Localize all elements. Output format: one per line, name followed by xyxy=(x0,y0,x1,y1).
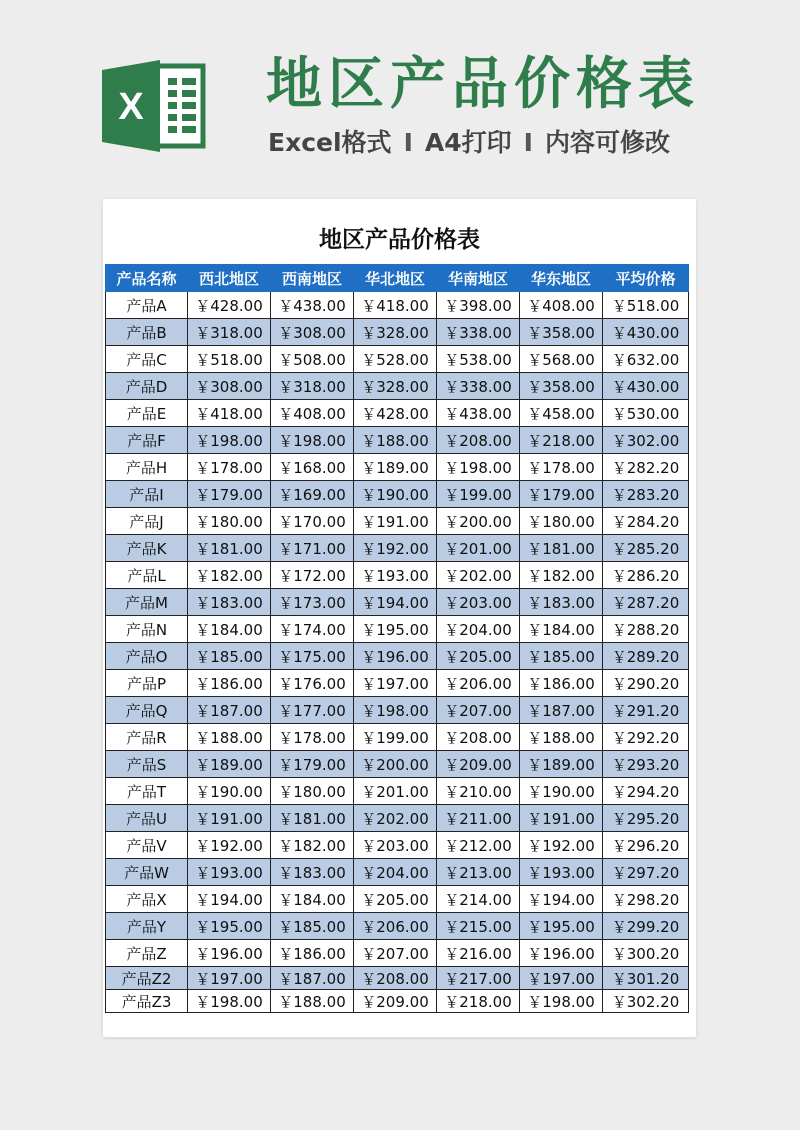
product-name-cell: 产品I xyxy=(106,481,188,508)
price-cell: ￥218.00 xyxy=(437,990,520,1013)
price-cell: ￥189.00 xyxy=(354,454,437,481)
price-cell: ￥215.00 xyxy=(437,913,520,940)
price-cell: ￥191.00 xyxy=(354,508,437,535)
price-cell: ￥328.00 xyxy=(354,319,437,346)
price-cell: ￥203.00 xyxy=(437,589,520,616)
table-row xyxy=(106,670,689,697)
table-row xyxy=(106,967,689,990)
price-cell: ￥198.00 xyxy=(271,427,354,454)
price-cell: ￥508.00 xyxy=(271,346,354,373)
price-cell: ￥182.00 xyxy=(520,562,603,589)
price-cell: ￥195.00 xyxy=(188,913,271,940)
subtitle-separator: I xyxy=(523,128,533,157)
column-header: 华南地区 xyxy=(437,265,520,292)
price-cell: ￥202.00 xyxy=(437,562,520,589)
price-cell: ￥178.00 xyxy=(520,454,603,481)
price-cell: ￥192.00 xyxy=(354,535,437,562)
table-row xyxy=(106,319,689,346)
price-cell: ￥418.00 xyxy=(188,400,271,427)
price-cell: ￥438.00 xyxy=(271,292,354,319)
product-name-cell: 产品U xyxy=(106,805,188,832)
price-cell: ￥190.00 xyxy=(520,778,603,805)
price-cell: ￥206.00 xyxy=(437,670,520,697)
price-cell: ￥530.00 xyxy=(603,400,689,427)
price-cell: ￥288.20 xyxy=(603,616,689,643)
price-cell: ￥208.00 xyxy=(437,724,520,751)
product-name-cell: 产品X xyxy=(106,886,188,913)
price-cell: ￥632.00 xyxy=(603,346,689,373)
price-cell: ￥282.20 xyxy=(603,454,689,481)
product-name-cell: 产品Z2 xyxy=(106,967,188,990)
price-cell: ￥186.00 xyxy=(520,670,603,697)
price-cell: ￥210.00 xyxy=(437,778,520,805)
price-cell: ￥180.00 xyxy=(271,778,354,805)
price-cell: ￥172.00 xyxy=(271,562,354,589)
price-cell: ￥318.00 xyxy=(188,319,271,346)
price-cell: ￥290.20 xyxy=(603,670,689,697)
price-cell: ￥189.00 xyxy=(520,751,603,778)
price-cell: ￥199.00 xyxy=(437,481,520,508)
price-cell: ￥338.00 xyxy=(437,319,520,346)
table-row xyxy=(106,805,689,832)
product-name-cell: 产品E xyxy=(106,400,188,427)
price-cell: ￥169.00 xyxy=(271,481,354,508)
price-cell: ￥178.00 xyxy=(188,454,271,481)
price-cell: ￥204.00 xyxy=(437,616,520,643)
price-cell: ￥179.00 xyxy=(520,481,603,508)
product-name-cell: 产品O xyxy=(106,643,188,670)
price-cell: ￥201.00 xyxy=(437,535,520,562)
table-row xyxy=(106,373,689,400)
price-cell: ￥196.00 xyxy=(188,940,271,967)
price-cell: ￥195.00 xyxy=(354,616,437,643)
column-header: 华北地区 xyxy=(354,265,437,292)
price-cell: ￥292.20 xyxy=(603,724,689,751)
svg-text:X: X xyxy=(118,86,144,128)
price-cell: ￥174.00 xyxy=(271,616,354,643)
price-cell: ￥183.00 xyxy=(271,859,354,886)
price-cell: ￥182.00 xyxy=(271,832,354,859)
price-cell: ￥197.00 xyxy=(354,670,437,697)
price-cell: ￥212.00 xyxy=(437,832,520,859)
price-cell: ￥186.00 xyxy=(188,670,271,697)
subtitle-print: A4打印 xyxy=(424,128,512,157)
product-name-cell: 产品F xyxy=(106,427,188,454)
table-body xyxy=(106,292,689,1013)
price-cell: ￥188.00 xyxy=(354,427,437,454)
price-cell: ￥418.00 xyxy=(354,292,437,319)
price-cell: ￥197.00 xyxy=(188,967,271,990)
price-cell: ￥408.00 xyxy=(520,292,603,319)
price-cell: ￥298.20 xyxy=(603,886,689,913)
price-cell: ￥301.20 xyxy=(603,967,689,990)
price-cell: ￥284.20 xyxy=(603,508,689,535)
price-cell: ￥189.00 xyxy=(188,751,271,778)
price-cell: ￥193.00 xyxy=(188,859,271,886)
table-row xyxy=(106,400,689,427)
price-cell: ￥518.00 xyxy=(188,346,271,373)
table-row xyxy=(106,724,689,751)
price-cell: ￥200.00 xyxy=(437,508,520,535)
price-cell: ￥188.00 xyxy=(520,724,603,751)
price-cell: ￥182.00 xyxy=(188,562,271,589)
table-row xyxy=(106,292,689,319)
price-cell: ￥187.00 xyxy=(188,697,271,724)
price-cell: ￥295.20 xyxy=(603,805,689,832)
price-cell: ￥196.00 xyxy=(354,643,437,670)
price-cell: ￥207.00 xyxy=(354,940,437,967)
price-cell: ￥204.00 xyxy=(354,859,437,886)
column-header: 产品名称 xyxy=(106,265,188,292)
table-row xyxy=(106,886,689,913)
table-row xyxy=(106,427,689,454)
product-name-cell: 产品L xyxy=(106,562,188,589)
product-name-cell: 产品V xyxy=(106,832,188,859)
product-name-cell: 产品Z3 xyxy=(106,990,188,1013)
price-cell: ￥170.00 xyxy=(271,508,354,535)
price-cell: ￥181.00 xyxy=(271,805,354,832)
price-cell: ￥171.00 xyxy=(271,535,354,562)
table-row xyxy=(106,589,689,616)
price-cell: ￥207.00 xyxy=(437,697,520,724)
price-cell: ￥300.20 xyxy=(603,940,689,967)
price-cell: ￥180.00 xyxy=(520,508,603,535)
column-header: 平均价格 xyxy=(603,265,689,292)
price-cell: ￥289.20 xyxy=(603,643,689,670)
price-cell: ￥296.20 xyxy=(603,832,689,859)
price-cell: ￥430.00 xyxy=(603,319,689,346)
price-cell: ￥202.00 xyxy=(354,805,437,832)
price-cell: ￥285.20 xyxy=(603,535,689,562)
product-name-cell: 产品T xyxy=(106,778,188,805)
spreadsheet-preview xyxy=(103,199,696,1037)
product-name-cell: 产品J xyxy=(106,508,188,535)
column-header: 西南地区 xyxy=(271,265,354,292)
price-cell: ￥188.00 xyxy=(271,990,354,1013)
price-cell: ￥184.00 xyxy=(271,886,354,913)
price-cell: ￥430.00 xyxy=(603,373,689,400)
price-cell: ￥181.00 xyxy=(520,535,603,562)
table-row xyxy=(106,940,689,967)
price-cell: ￥191.00 xyxy=(188,805,271,832)
sheet-title: 地区产品价格表 xyxy=(319,227,480,253)
price-cell: ￥193.00 xyxy=(354,562,437,589)
table-row xyxy=(106,481,689,508)
price-cell: ￥518.00 xyxy=(603,292,689,319)
product-name-cell: 产品M xyxy=(106,589,188,616)
price-cell: ￥218.00 xyxy=(520,427,603,454)
subtitle-separator: I xyxy=(403,128,413,157)
price-cell: ￥187.00 xyxy=(520,697,603,724)
price-cell: ￥203.00 xyxy=(354,832,437,859)
product-name-cell: 产品P xyxy=(106,670,188,697)
price-cell: ￥338.00 xyxy=(437,373,520,400)
table-row xyxy=(106,643,689,670)
price-cell: ￥195.00 xyxy=(520,913,603,940)
price-cell: ￥291.20 xyxy=(603,697,689,724)
product-name-cell: 产品Y xyxy=(106,913,188,940)
excel-logo-icon xyxy=(100,56,210,156)
price-cell: ￥428.00 xyxy=(188,292,271,319)
page-subtitle xyxy=(268,126,670,160)
price-cell: ￥211.00 xyxy=(437,805,520,832)
price-cell: ￥193.00 xyxy=(520,859,603,886)
price-cell: ￥308.00 xyxy=(271,319,354,346)
table-row xyxy=(106,913,689,940)
price-cell: ￥190.00 xyxy=(188,778,271,805)
price-cell: ￥179.00 xyxy=(271,751,354,778)
price-cell: ￥168.00 xyxy=(271,454,354,481)
price-cell: ￥198.00 xyxy=(437,454,520,481)
price-cell: ￥198.00 xyxy=(188,427,271,454)
product-name-cell: 产品S xyxy=(106,751,188,778)
price-cell: ￥293.20 xyxy=(603,751,689,778)
page-title: 地区产品价格表 xyxy=(266,52,700,117)
product-name-cell: 产品N xyxy=(106,616,188,643)
price-cell: ￥216.00 xyxy=(437,940,520,967)
price-cell: ￥198.00 xyxy=(520,990,603,1013)
table-row xyxy=(106,832,689,859)
price-cell: ￥186.00 xyxy=(271,940,354,967)
price-cell: ￥538.00 xyxy=(437,346,520,373)
column-header: 西北地区 xyxy=(188,265,271,292)
price-cell: ￥185.00 xyxy=(188,643,271,670)
price-cell: ￥192.00 xyxy=(188,832,271,859)
table-row xyxy=(106,990,689,1013)
price-cell: ￥176.00 xyxy=(271,670,354,697)
price-cell: ￥181.00 xyxy=(188,535,271,562)
price-cell: ￥177.00 xyxy=(271,697,354,724)
price-cell: ￥200.00 xyxy=(354,751,437,778)
price-cell: ￥206.00 xyxy=(354,913,437,940)
product-name-cell: 产品W xyxy=(106,859,188,886)
table-row xyxy=(106,346,689,373)
price-cell: ￥194.00 xyxy=(354,589,437,616)
price-cell: ￥287.20 xyxy=(603,589,689,616)
product-name-cell: 产品K xyxy=(106,535,188,562)
price-cell: ￥175.00 xyxy=(271,643,354,670)
price-cell: ￥194.00 xyxy=(520,886,603,913)
price-cell: ￥178.00 xyxy=(271,724,354,751)
price-cell: ￥205.00 xyxy=(354,886,437,913)
table-row xyxy=(106,859,689,886)
table-row xyxy=(106,697,689,724)
product-name-cell: 产品D xyxy=(106,373,188,400)
table-row xyxy=(106,535,689,562)
price-cell: ￥173.00 xyxy=(271,589,354,616)
price-cell: ￥209.00 xyxy=(354,990,437,1013)
product-name-cell: 产品R xyxy=(106,724,188,751)
price-cell: ￥183.00 xyxy=(520,589,603,616)
price-cell: ￥528.00 xyxy=(354,346,437,373)
price-cell: ￥428.00 xyxy=(354,400,437,427)
subtitle-editable: 内容可修改 xyxy=(544,128,670,157)
price-cell: ￥299.20 xyxy=(603,913,689,940)
table-row xyxy=(106,562,689,589)
price-cell: ￥201.00 xyxy=(354,778,437,805)
price-cell: ￥408.00 xyxy=(271,400,354,427)
price-cell: ￥294.20 xyxy=(603,778,689,805)
price-cell: ￥199.00 xyxy=(354,724,437,751)
price-cell: ￥568.00 xyxy=(520,346,603,373)
price-cell: ￥192.00 xyxy=(520,832,603,859)
price-cell: ￥190.00 xyxy=(354,481,437,508)
price-cell: ￥302.00 xyxy=(603,427,689,454)
price-cell: ￥358.00 xyxy=(520,319,603,346)
price-cell: ￥179.00 xyxy=(188,481,271,508)
price-cell: ￥318.00 xyxy=(271,373,354,400)
price-cell: ￥194.00 xyxy=(188,886,271,913)
price-cell: ￥198.00 xyxy=(354,697,437,724)
price-cell: ￥185.00 xyxy=(271,913,354,940)
product-name-cell: 产品A xyxy=(106,292,188,319)
price-cell: ￥198.00 xyxy=(188,990,271,1013)
price-cell: ￥184.00 xyxy=(188,616,271,643)
subtitle-format: Excel格式 xyxy=(268,128,392,157)
product-name-cell: 产品B xyxy=(106,319,188,346)
price-cell: ￥205.00 xyxy=(437,643,520,670)
price-cell: ￥398.00 xyxy=(437,292,520,319)
price-cell: ￥302.20 xyxy=(603,990,689,1013)
table-row xyxy=(106,454,689,481)
price-cell: ￥438.00 xyxy=(437,400,520,427)
product-name-cell: 产品Q xyxy=(106,697,188,724)
price-cell: ￥214.00 xyxy=(437,886,520,913)
price-cell: ￥183.00 xyxy=(188,589,271,616)
product-name-cell: 产品H xyxy=(106,454,188,481)
price-cell: ￥188.00 xyxy=(188,724,271,751)
price-table xyxy=(105,264,689,1013)
column-header: 华东地区 xyxy=(520,265,603,292)
price-cell: ￥308.00 xyxy=(188,373,271,400)
price-cell: ￥209.00 xyxy=(437,751,520,778)
price-cell: ￥217.00 xyxy=(437,967,520,990)
price-cell: ￥208.00 xyxy=(354,967,437,990)
price-cell: ￥358.00 xyxy=(520,373,603,400)
price-cell: ￥187.00 xyxy=(271,967,354,990)
price-cell: ￥185.00 xyxy=(520,643,603,670)
table-row xyxy=(106,508,689,535)
price-cell: ￥191.00 xyxy=(520,805,603,832)
table-row xyxy=(106,778,689,805)
price-cell: ￥286.20 xyxy=(603,562,689,589)
product-name-cell: 产品C xyxy=(106,346,188,373)
price-cell: ￥184.00 xyxy=(520,616,603,643)
price-cell: ￥283.20 xyxy=(603,481,689,508)
price-cell: ￥328.00 xyxy=(354,373,437,400)
table-row xyxy=(106,751,689,778)
price-cell: ￥197.00 xyxy=(520,967,603,990)
table-header-row xyxy=(106,265,689,292)
price-cell: ￥208.00 xyxy=(437,427,520,454)
price-cell: ￥180.00 xyxy=(188,508,271,535)
price-cell: ￥196.00 xyxy=(520,940,603,967)
table-row xyxy=(106,616,689,643)
price-cell: ￥458.00 xyxy=(520,400,603,427)
price-cell: ￥213.00 xyxy=(437,859,520,886)
product-name-cell: 产品Z xyxy=(106,940,188,967)
price-cell: ￥297.20 xyxy=(603,859,689,886)
